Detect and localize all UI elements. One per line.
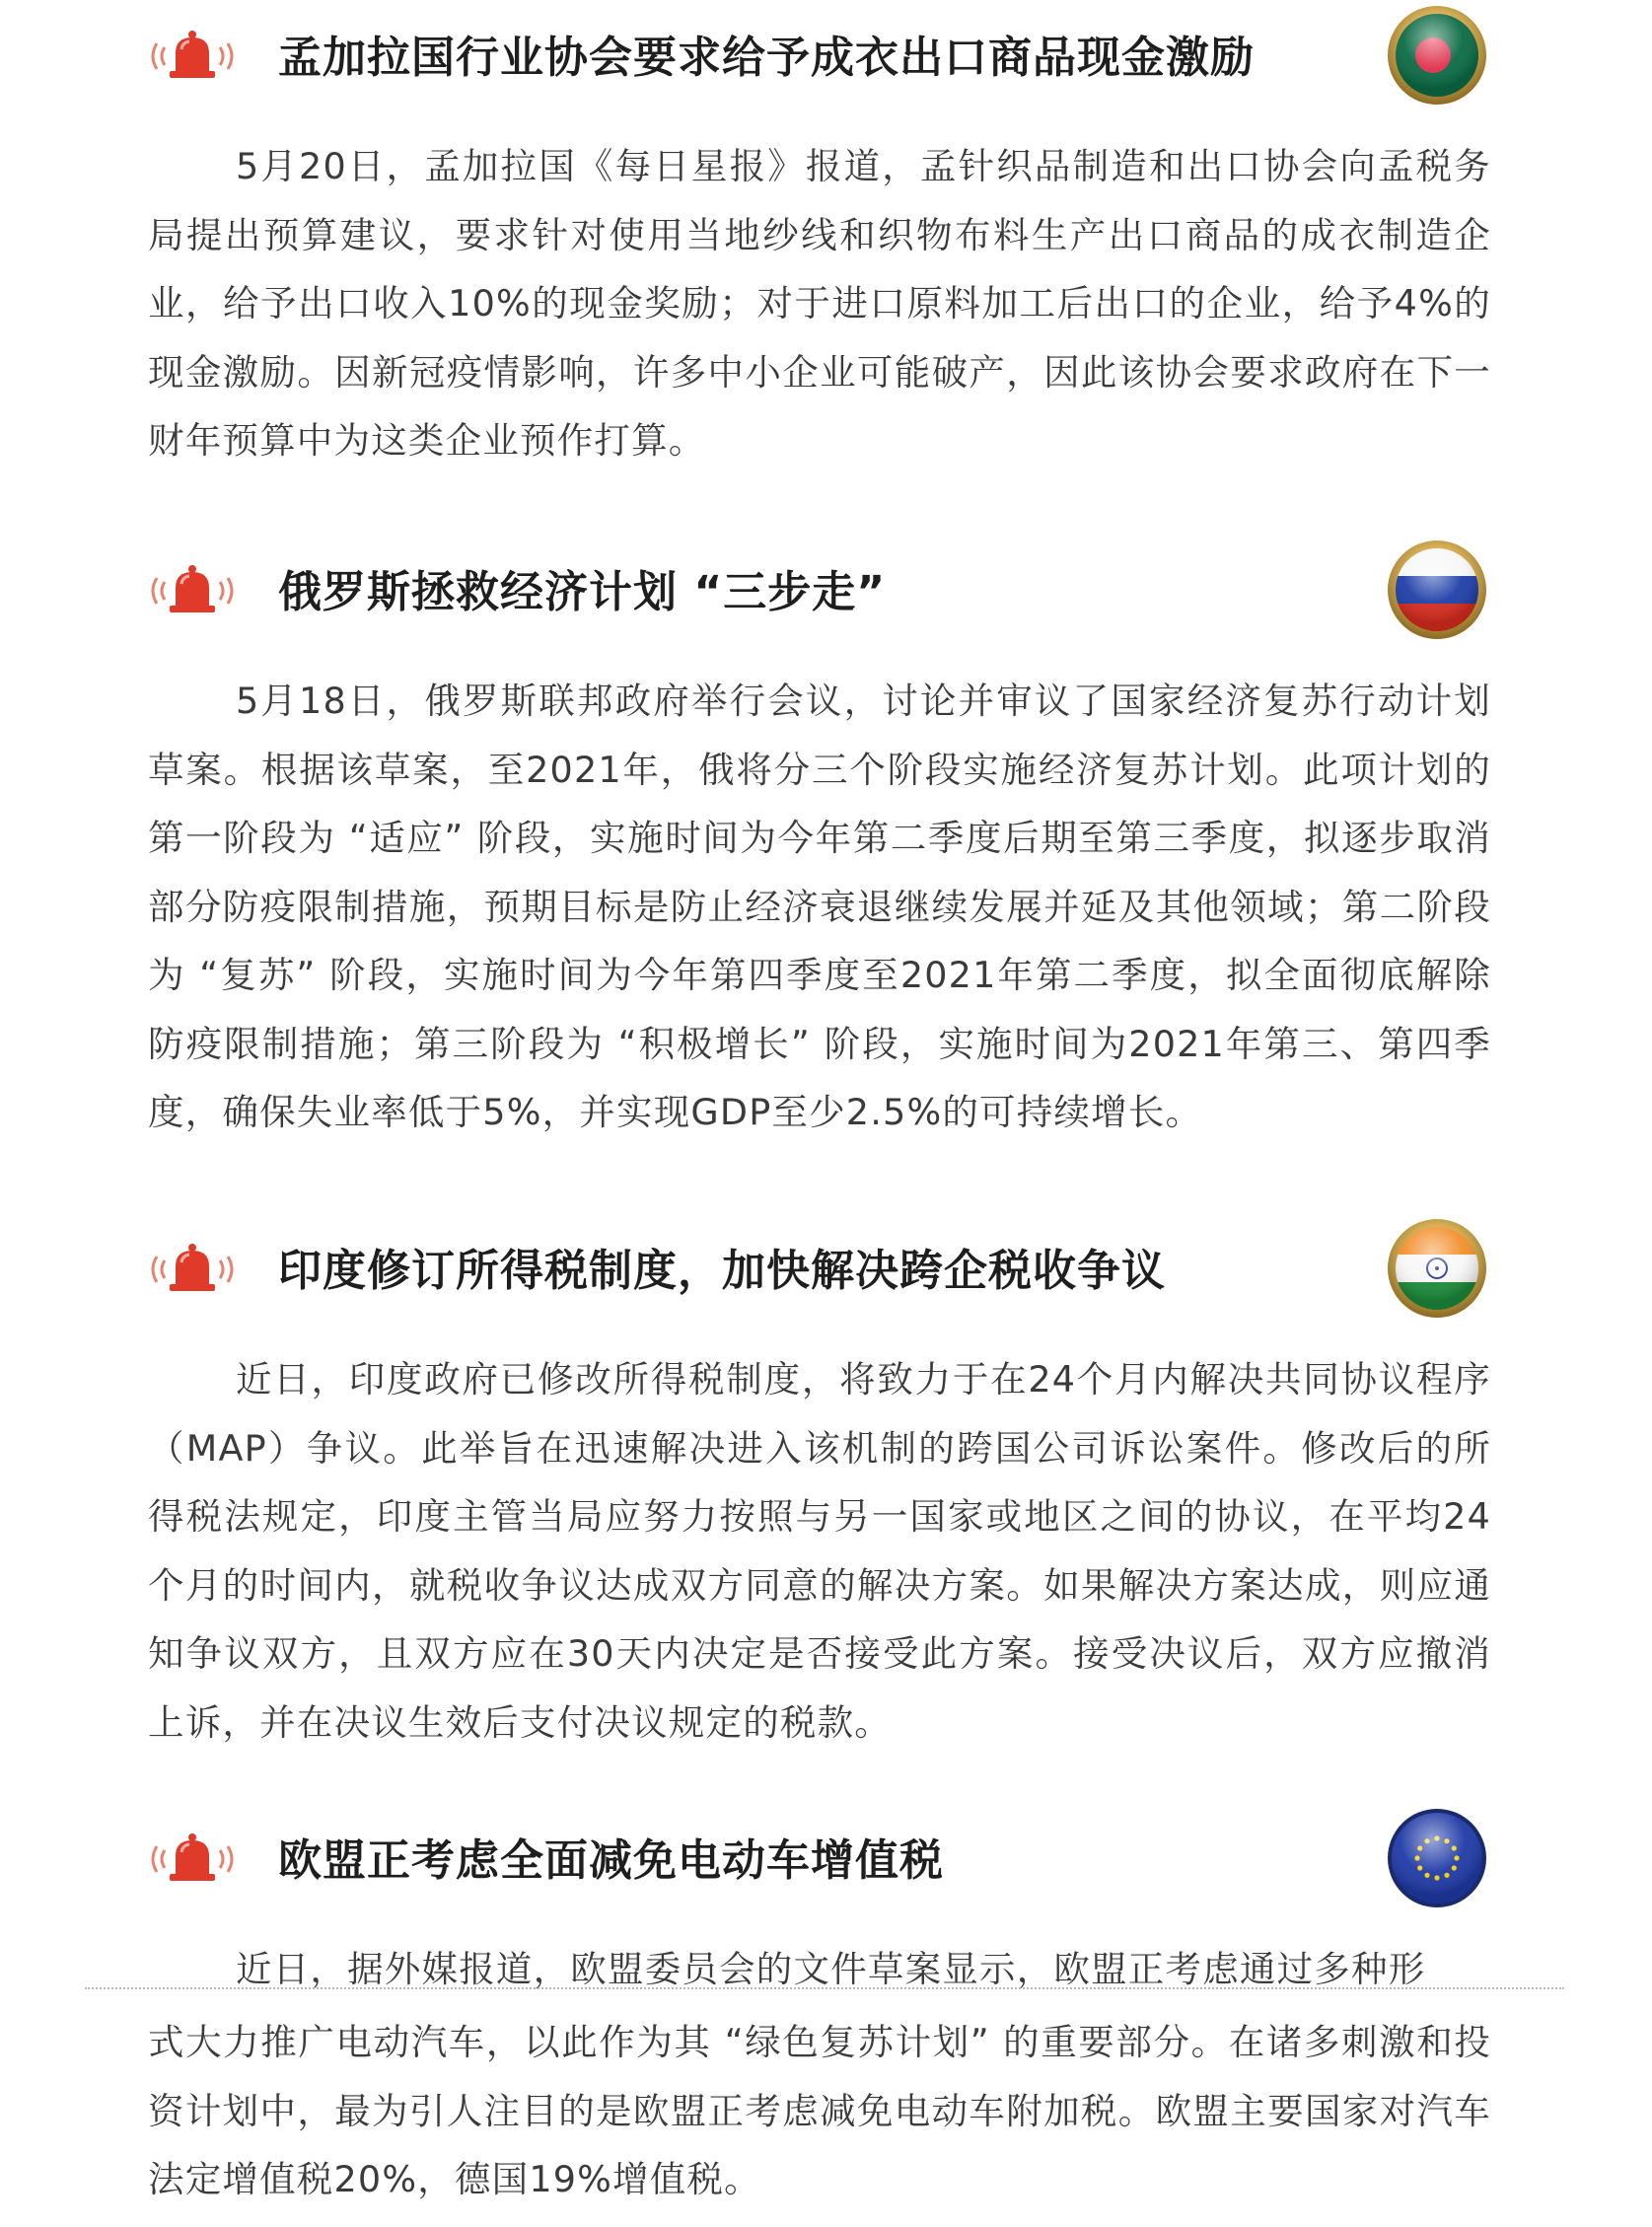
article-title: 俄罗斯拯救经济计划 “三步走” xyxy=(278,567,887,617)
bangladesh-flag-icon xyxy=(1386,4,1488,107)
article-heading xyxy=(0,4,1652,112)
article-body: 5月18日，俄罗斯联邦政府举行会议，讨论并审议了国家经济复苏行动计划草案。根据该草案，至2021年，俄将分三个阶段实施经济复苏计划。此项计划的第一阶段为 “适应” 阶段，实施时间为今年第二季度后期至第三季度，拟逐步取消部分防疫限制措施，预期目标是防止经济衰退继续发展并延及其他领域；第二阶段为 “复苏” 阶段，实施时间为今年第四季度至2021年第二季度，拟全面彻底解除防疫限制措施；第三阶段为 “积极增长” 阶段，实施时间为2021年第三、第四季度，确保失业率低于5%，并实现GDP至少2.5%的可持续增长。 xyxy=(148,680,1491,1133)
article-heading xyxy=(0,539,1652,647)
article-heading xyxy=(0,1807,1652,1915)
article-body: 近日，据外媒报道，欧盟委员会的文件草案显示，欧盟正考虑通过多种形 xyxy=(236,1948,1426,1990)
article-heading xyxy=(0,1217,1652,1326)
alarm-bell-icon xyxy=(143,26,242,87)
article-title: 欧盟正考虑全面减免电动车增值税 xyxy=(278,1835,944,1886)
page-break-divider xyxy=(85,1987,1564,1989)
alarm-bell-icon xyxy=(143,1829,242,1890)
article-body: 5月20日，孟加拉国《每日星报》报道，孟针织品制造和出口协会向孟税务局提出预算建议，要求针对使用当地纱线和织物布料生产出口商品的成衣制造企业，给予出口收入10%的现金奖励；对于进口原料加工后出口的企业，给予4%的现金激励。因新冠疫情影响，许多中小企业可能破产，因此该协会要求政府在下一财年预算中为这类企业预作打算。 xyxy=(148,145,1491,462)
alarm-bell-icon xyxy=(143,1239,242,1300)
article-body: 近日，印度政府已修改所得税制度，将致力于在24个月内解决共同协议程序（MAP）争议。此举旨在迅速解决进入该机制的跨国公司诉讼案件。修改后的所得税法规定，印度主管当局应努力按照与另一国家或地区之间的协议，在平均24个月的时间内，就税收争议达成双方同意的解决方案。如果解决方案达成，则应通知争议双方，且双方应在30天内决定是否接受此方案。接受决议后，双方应撤消上诉，并在决议生效后支付决议规定的税款。 xyxy=(148,1358,1491,1744)
article-title: 印度修订所得税制度，加快解决跨企税收争议 xyxy=(278,1246,1166,1296)
india-flag-icon xyxy=(1386,1217,1488,1320)
eu-flag-icon xyxy=(1386,1807,1488,1909)
alarm-bell-icon xyxy=(143,560,242,621)
article-title: 孟加拉国行业协会要求给予成衣出口商品现金激励 xyxy=(278,33,1255,83)
russia-flag-icon xyxy=(1386,539,1488,641)
article-body-continued: 式大力推广电动汽车，以此作为其 “绿色复苏计划” 的重要部分。在诸多刺激和投资计划中，最为引人注目的是欧盟正考虑减免电动车附加税。欧盟主要国家对汽车法定增值税20%，德国19%增值税。 xyxy=(148,2021,1491,2200)
